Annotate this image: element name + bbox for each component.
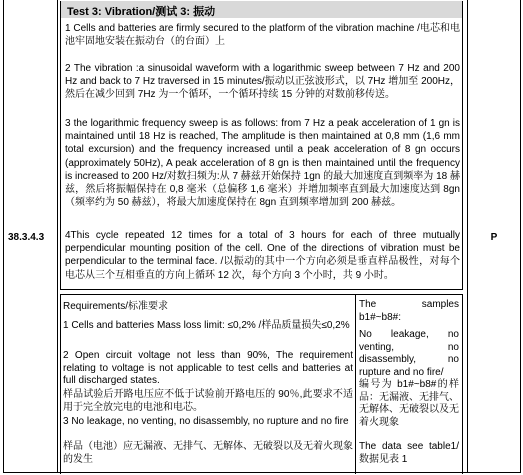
test-title-row <box>60 1 463 18</box>
requirements-heading: Requirements/标准要求 <box>63 301 169 312</box>
result-observation: No leakage, no venting, no disassembly, no rupture and no fire/ <box>359 329 459 378</box>
procedure-step-3: 3 the logarithmic frequency sweep is as follows: from 7 Hz a peak acceleration of 1 gn is maintained until 18 Hz is reached, The amplitude is then maintained at 0,8 mm (1,6 mm total excursion) and the frequency increased until a peak acceleration of 8 gn occurs (approximately 50Hz), A peak acceleration of 8 gn is then maintained until the frequency is increased to 200 Hz/对数扫频为:从 7 赫兹开始保持 1gn 的最大加速度直到频率为 18 赫兹，然后将振幅保持在 0,8 毫米（总偏移 1,6 毫米）并增加频率直到最大加速度达到 8gn（频率约为 50 赫兹），将最大加速度保持在 8gn 直到频率增加到 200 赫兹。 <box>65 118 460 209</box>
result-data-reference: The data see table1/数据见表 1 <box>359 441 459 465</box>
requirement-item-2-cn: 样品试验后开路电压应不低于试验前开路电压的 90％,此要求不适用于完全放完电的电池和电芯。 <box>63 389 353 413</box>
procedure-step-1: 1 Cells and batteries are firmly secured to the platform of the vibration machine /电芯和电池牢固地安装在振动台（的台面）上 <box>65 23 460 48</box>
test-procedure <box>60 18 463 290</box>
requirement-item-1: 1 Cells and batteries Mass loss limit: ≤0,2% /样品质量损失≤0,2% <box>63 320 350 331</box>
requirement-item-3-cn: 样品（电池）应无漏液、无排气、无解体、无破裂以及无着火现象的发生 <box>63 441 353 465</box>
verdict-column <box>467 0 520 472</box>
content-column <box>58 0 468 472</box>
requirement-item-3: 3 No leakage, no venting, no disassembly, no rupture and no fire <box>63 416 349 427</box>
test-title: Test 3: Vibration/测试 3: 振动 <box>67 6 216 18</box>
result-cell <box>356 294 463 474</box>
procedure-step-2: 2 The vibration :a sinusoidal waveform with a logarithmic sweep between 7 Hz and 200 Hz and back to 7 Hz traversed in 15 minutes/振动以正弦波形式，以 7Hz 增加至 200Hz，然后在减少回到 7Hz 为一个循环，一个循环持续 15 分钟的对数前移传送。 <box>65 63 460 101</box>
requirements-cell <box>60 294 356 474</box>
verdict: P <box>490 232 498 243</box>
result-samples: The samples b1#~b8#: <box>359 299 459 323</box>
result-observation-cn: 编号为 b1#~b8#的样品：无漏液、无排气、无解体、无破裂以及无着火现象 <box>359 379 459 428</box>
requirement-item-2: 2 Open circuit voltage not less than 90%, The requirement relating to voltage is not applicable to test cells and batteries at full discharged states. <box>63 350 353 387</box>
procedure-step-4: 4This cycle repeated 12 times for a total of 3 hours for each of three mutually perpendicular mounting position of the cell. One of the directions of vibration must be perpendicular to the terminal face. /以振动的其中一个方向必须是垂直样品极性，对每个电芯从三个互相垂直的方向上循环 12 次，每个方向 3 个小时，共 9 小时。 <box>65 230 460 281</box>
test-record-sheet <box>3 0 521 473</box>
clause-column <box>4 0 58 472</box>
clause-number: 38.3.4.3 <box>8 232 45 243</box>
